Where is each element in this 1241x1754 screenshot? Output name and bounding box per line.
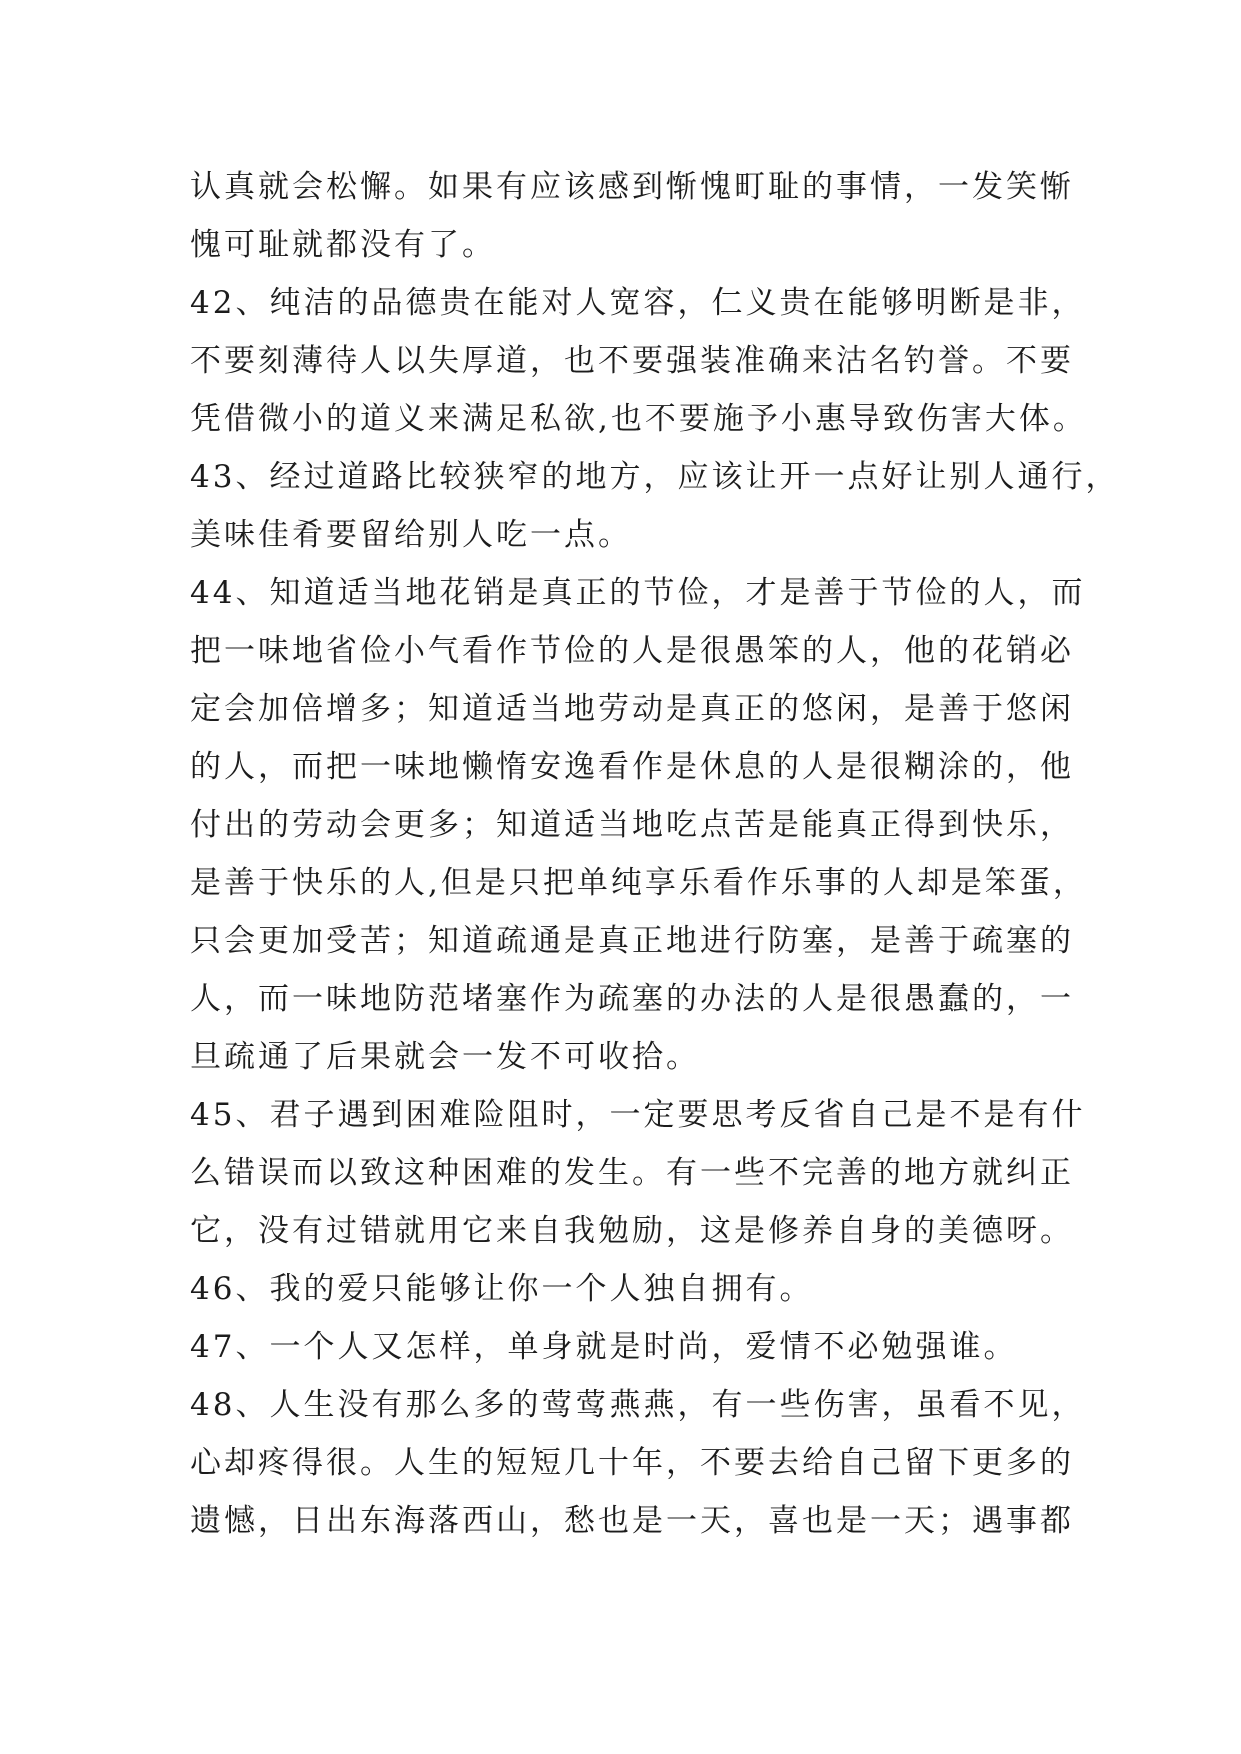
text-line: 不要刻薄待人以失厚道，也不要强装准确来沽名钓誉。不要	[190, 343, 1074, 379]
body-text	[190, 158, 1120, 1550]
text-line: 是善于快乐的人,但是只把单纯享乐看作乐事的人却是笨蛋，	[190, 865, 1087, 901]
text-line: 付出的劳动会更多；知道适当地吃点苦是能真正得到快乐，	[190, 807, 1074, 843]
text-line: 遗憾，日出东海落西山，愁也是一天，喜也是一天；遇事都	[190, 1503, 1074, 1539]
text-line: 认真就会松懈。如果有应该感到惭愧町耻的事情，一发笑惭	[190, 169, 1074, 205]
text-line: 心却疼得很。人生的短短几十年，不要去给自己留下更多的	[190, 1445, 1074, 1481]
text-line: 么错误而以致这种困难的发生。有一些不完善的地方就纠正	[190, 1155, 1074, 1191]
text-line: 把一味地省俭小气看作节俭的人是很愚笨的人，他的花销必	[190, 633, 1074, 669]
text-line: 48、人生没有那么多的莺莺燕燕，有一些伤害，虽看不见，	[190, 1387, 1086, 1423]
text-line: 46、我的爱只能够让你一个人独自拥有。	[190, 1271, 814, 1307]
text-line: 凭借微小的道义来满足私欲,也不要施予小惠导致伤害大体。	[190, 401, 1087, 437]
text-line: 47、一个人又怎样，单身就是时尚，爱情不必勉强谁。	[190, 1329, 1018, 1365]
text-line: 它，没有过错就用它来自我勉励，这是修养自身的美德呀。	[190, 1213, 1074, 1249]
text-line: 43、经过道路比较狭窄的地方，应该让开一点好让别人通行，	[190, 459, 1120, 495]
text-line: 愧可耻就都没有了。	[190, 227, 496, 263]
text-line: 美味佳肴要留给别人吃一点。	[190, 517, 632, 553]
text-line: 人，而一味地防范堵塞作为疏塞的办法的人是很愚蠢的，一	[190, 981, 1074, 1017]
text-line: 44、知道适当地花销是真正的节俭，才是善于节俭的人，而	[190, 575, 1086, 611]
text-line: 42、纯洁的品德贵在能对人宽容，仁义贵在能够明断是非，	[190, 285, 1086, 321]
text-line: 45、君子遇到困难险阻时，一定要思考反省自己是不是有什	[190, 1097, 1086, 1133]
text-line: 只会更加受苦；知道疏通是真正地进行防塞，是善于疏塞的	[190, 923, 1074, 959]
text-line: 定会加倍增多；知道适当地劳动是真正的悠闲，是善于悠闲	[190, 691, 1074, 727]
text-line: 旦疏通了后果就会一发不可收拾。	[190, 1039, 700, 1075]
text-line: 的人，而把一味地懒惰安逸看作是休息的人是很糊涂的，他	[190, 749, 1074, 785]
